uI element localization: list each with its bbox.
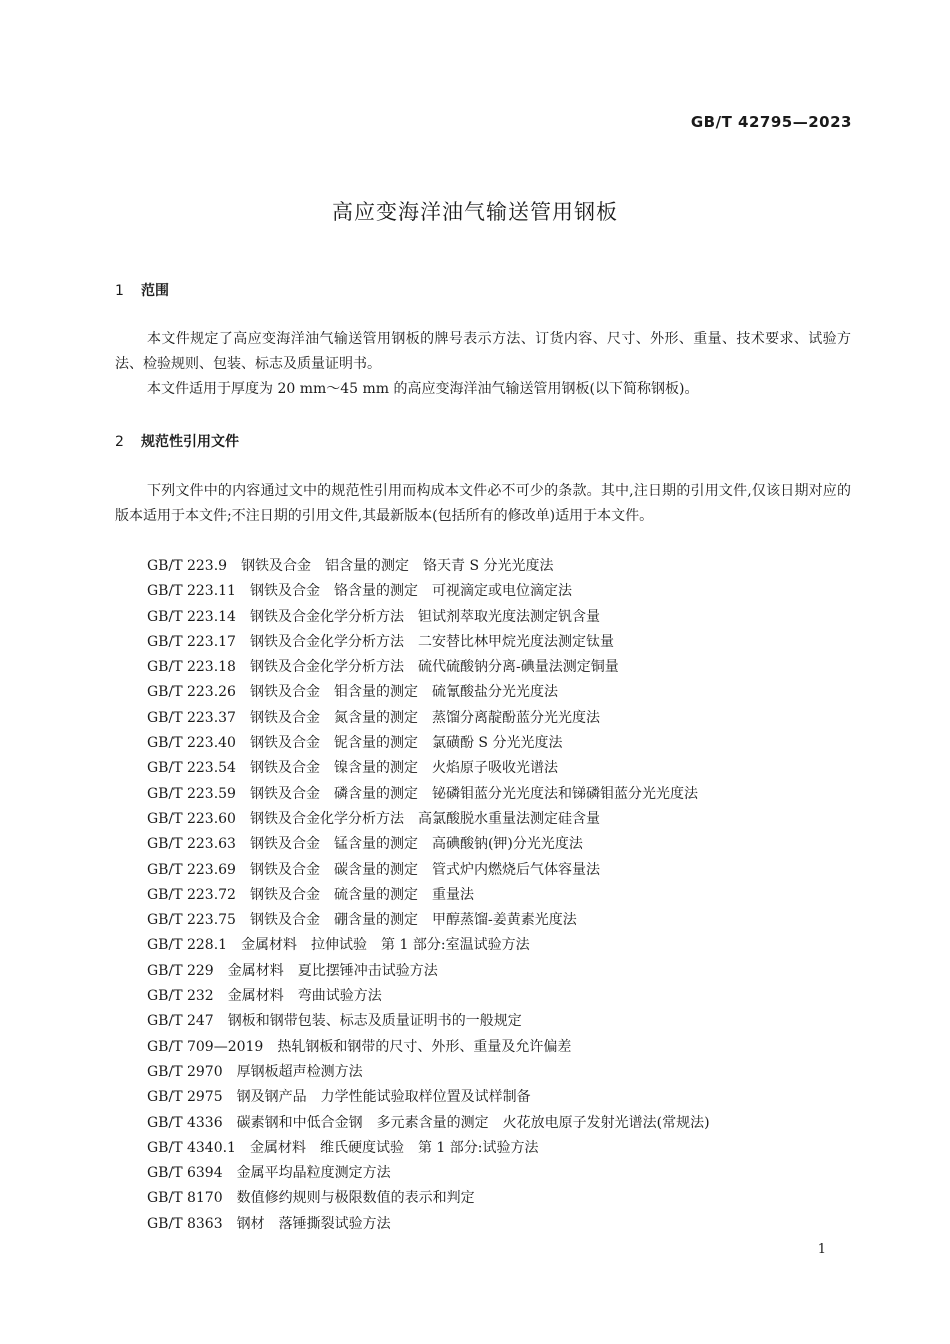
scope-paragraph-1: 本文件规定了高应变海洋油气输送管用钢板的牌号表示方法、订货内容、尺寸、外形、重量、技术要求、试验方法、检验规则、包装、标志及质量证明书。 <box>115 331 851 372</box>
reference-code: GB/T 223.9 <box>147 558 228 574</box>
reference-item <box>147 1009 847 1034</box>
reference-code: GB/T 232 <box>147 988 214 1005</box>
reference-item <box>147 1186 847 1211</box>
page-number: 1 <box>817 1242 826 1257</box>
reference-code: GB/T 223.59 <box>147 785 236 802</box>
reference-code: GB/T 223.37 <box>147 709 236 726</box>
reference-code: GB/T 223.72 <box>147 886 236 903</box>
reference-item <box>147 933 847 958</box>
reference-title: 钢铁及合金化学分析方法 二安替比林甲烷光度法测定钛量 <box>249 633 614 650</box>
reference-item <box>147 630 847 655</box>
reference-item <box>147 782 847 807</box>
reference-title: 钢铁及合金 碳含量的测定 管式炉内燃烧后气体容量法 <box>249 861 600 878</box>
reference-title: 钢铁及合金 铬含量的测定 可视滴定或电位滴定法 <box>249 583 572 600</box>
reference-title: 钢铁及合金化学分析方法 高氯酸脱水重量法测定硅含量 <box>249 810 600 827</box>
reference-code: GB/T 2970 <box>147 1063 223 1080</box>
reference-code: GB/T 4340.1 <box>147 1139 236 1156</box>
reference-item <box>147 807 847 832</box>
reference-code: GB/T 223.54 <box>147 760 236 777</box>
reference-item <box>147 579 847 604</box>
reference-title: 钢铁及合金 磷含量的测定 铋磷钼蓝分光光度法和锑磷钼蓝分光光度法 <box>249 785 698 802</box>
reference-item <box>147 984 847 1009</box>
reference-code: GB/T 223.11 <box>147 583 236 600</box>
reference-title: 钢铁及合金 锰含量的测定 高碘酸钠(钾)分光光度法 <box>249 836 583 853</box>
section-title: 规范性引用文件 <box>141 434 239 450</box>
reference-title: 钢铁及合金 硫含量的测定 重量法 <box>249 886 474 903</box>
reference-code: GB/T 8170 <box>147 1190 223 1207</box>
reference-title: 钢及钢产品 力学性能试验取样位置及试样制备 <box>236 1089 531 1106</box>
reference-item <box>147 1111 847 1136</box>
document-title: 高应变海洋油气输送管用钢板 <box>332 200 618 224</box>
reference-title: 钢板和钢带包装、标志及质量证明书的一般规定 <box>227 1013 522 1030</box>
document-code: GB/T 42795—2023 <box>690 113 852 131</box>
reference-title: 金属材料 拉伸试验 第 1 部分:室温试验方法 <box>241 937 530 954</box>
scope-paragraph-2: 本文件适用于厚度为 20 mm～45 mm 的高应变海洋油气输送管用钢板(以下简称钢板)。 <box>147 381 699 397</box>
reference-item <box>147 655 847 680</box>
section-title: 范围 <box>141 283 169 299</box>
reference-code: GB/T 223.75 <box>147 912 236 929</box>
reference-title: 金属材料 弯曲试验方法 <box>227 988 382 1005</box>
reference-item <box>147 883 847 908</box>
reference-title: 热轧钢板和钢带的尺寸、外形、重量及允许偏差 <box>277 1038 572 1055</box>
reference-item <box>147 1035 847 1060</box>
section-number: 2 <box>115 434 124 450</box>
reference-title: 钢铁及合金 氮含量的测定 蒸馏分离靛酚蓝分光光度法 <box>249 709 600 726</box>
reference-title: 钢铁及合金 硼含量的测定 甲醇蒸馏-姜黄素光度法 <box>249 912 577 929</box>
reference-title: 金属材料 维氏硬度试验 第 1 部分:试验方法 <box>249 1139 539 1156</box>
reference-item <box>147 731 847 756</box>
reference-item <box>147 959 847 984</box>
reference-title: 钢材 落锤撕裂试验方法 <box>236 1215 391 1232</box>
reference-item <box>147 680 847 705</box>
reference-title: 钢铁及合金 铝含量的测定 铬天青 S 分光光度法 <box>241 558 554 574</box>
reference-title: 数值修约规则与极限数值的表示和判定 <box>236 1190 475 1207</box>
reference-item <box>147 706 847 731</box>
reference-code: GB/T 228.1 <box>147 937 228 954</box>
section-2-heading <box>115 431 239 451</box>
reference-title: 厚钢板超声检测方法 <box>236 1063 363 1080</box>
reference-code: GB/T 223.18 <box>147 659 236 676</box>
reference-item <box>147 1085 847 1110</box>
reference-item <box>147 832 847 857</box>
section-1-heading <box>115 280 169 300</box>
reference-code: GB/T 2975 <box>147 1089 223 1106</box>
reference-code: GB/T 223.26 <box>147 684 236 701</box>
reference-title: 钢铁及合金 镍含量的测定 火焰原子吸收光谱法 <box>249 760 558 777</box>
reference-code: GB/T 223.60 <box>147 810 236 827</box>
reference-item <box>147 1060 847 1085</box>
reference-code: GB/T 709—2019 <box>147 1038 264 1055</box>
reference-item <box>147 1212 847 1237</box>
reference-item <box>147 908 847 933</box>
reference-item <box>147 858 847 883</box>
reference-code: GB/T 6394 <box>147 1165 223 1182</box>
reference-item <box>147 1136 847 1161</box>
reference-title: 钢铁及合金化学分析方法 钽试剂萃取光度法测定钒含量 <box>249 608 600 625</box>
reference-code: GB/T 223.17 <box>147 633 236 650</box>
reference-item <box>147 756 847 781</box>
reference-list <box>147 554 847 1237</box>
reference-code: GB/T 8363 <box>147 1215 223 1232</box>
reference-code: GB/T 223.14 <box>147 608 236 625</box>
reference-title: 金属材料 夏比摆锤冲击试验方法 <box>227 962 438 979</box>
reference-code: GB/T 229 <box>147 962 214 979</box>
reference-item <box>147 554 847 579</box>
reference-code: GB/T 247 <box>147 1013 214 1030</box>
reference-title: 钢铁及合金 钼含量的测定 硫氰酸盐分光光度法 <box>249 684 558 701</box>
reference-title: 钢铁及合金 铌含量的测定 氯磺酚 S 分光光度法 <box>249 735 563 752</box>
reference-item <box>147 1161 847 1186</box>
reference-code: GB/T 223.40 <box>147 735 236 752</box>
section-number: 1 <box>115 283 124 299</box>
reference-item <box>147 605 847 630</box>
reference-title: 钢铁及合金化学分析方法 硫代硫酸钠分离-碘量法测定铜量 <box>249 659 619 676</box>
normative-references-paragraph: 下列文件中的内容通过文中的规范性引用而构成本文件必不可少的条款。其中,注日期的引用文件,仅该日期对应的版本适用于本文件;不注日期的引用文件,其最新版本(包括所有的修改单)适用于本文件。 <box>115 483 851 524</box>
reference-code: GB/T 223.69 <box>147 861 236 878</box>
reference-code: GB/T 223.63 <box>147 836 236 853</box>
reference-title: 金属平均晶粒度测定方法 <box>236 1165 391 1182</box>
reference-code: GB/T 4336 <box>147 1114 223 1131</box>
reference-title: 碳素钢和中低合金钢 多元素含量的测定 火花放电原子发射光谱法(常规法) <box>236 1114 710 1131</box>
